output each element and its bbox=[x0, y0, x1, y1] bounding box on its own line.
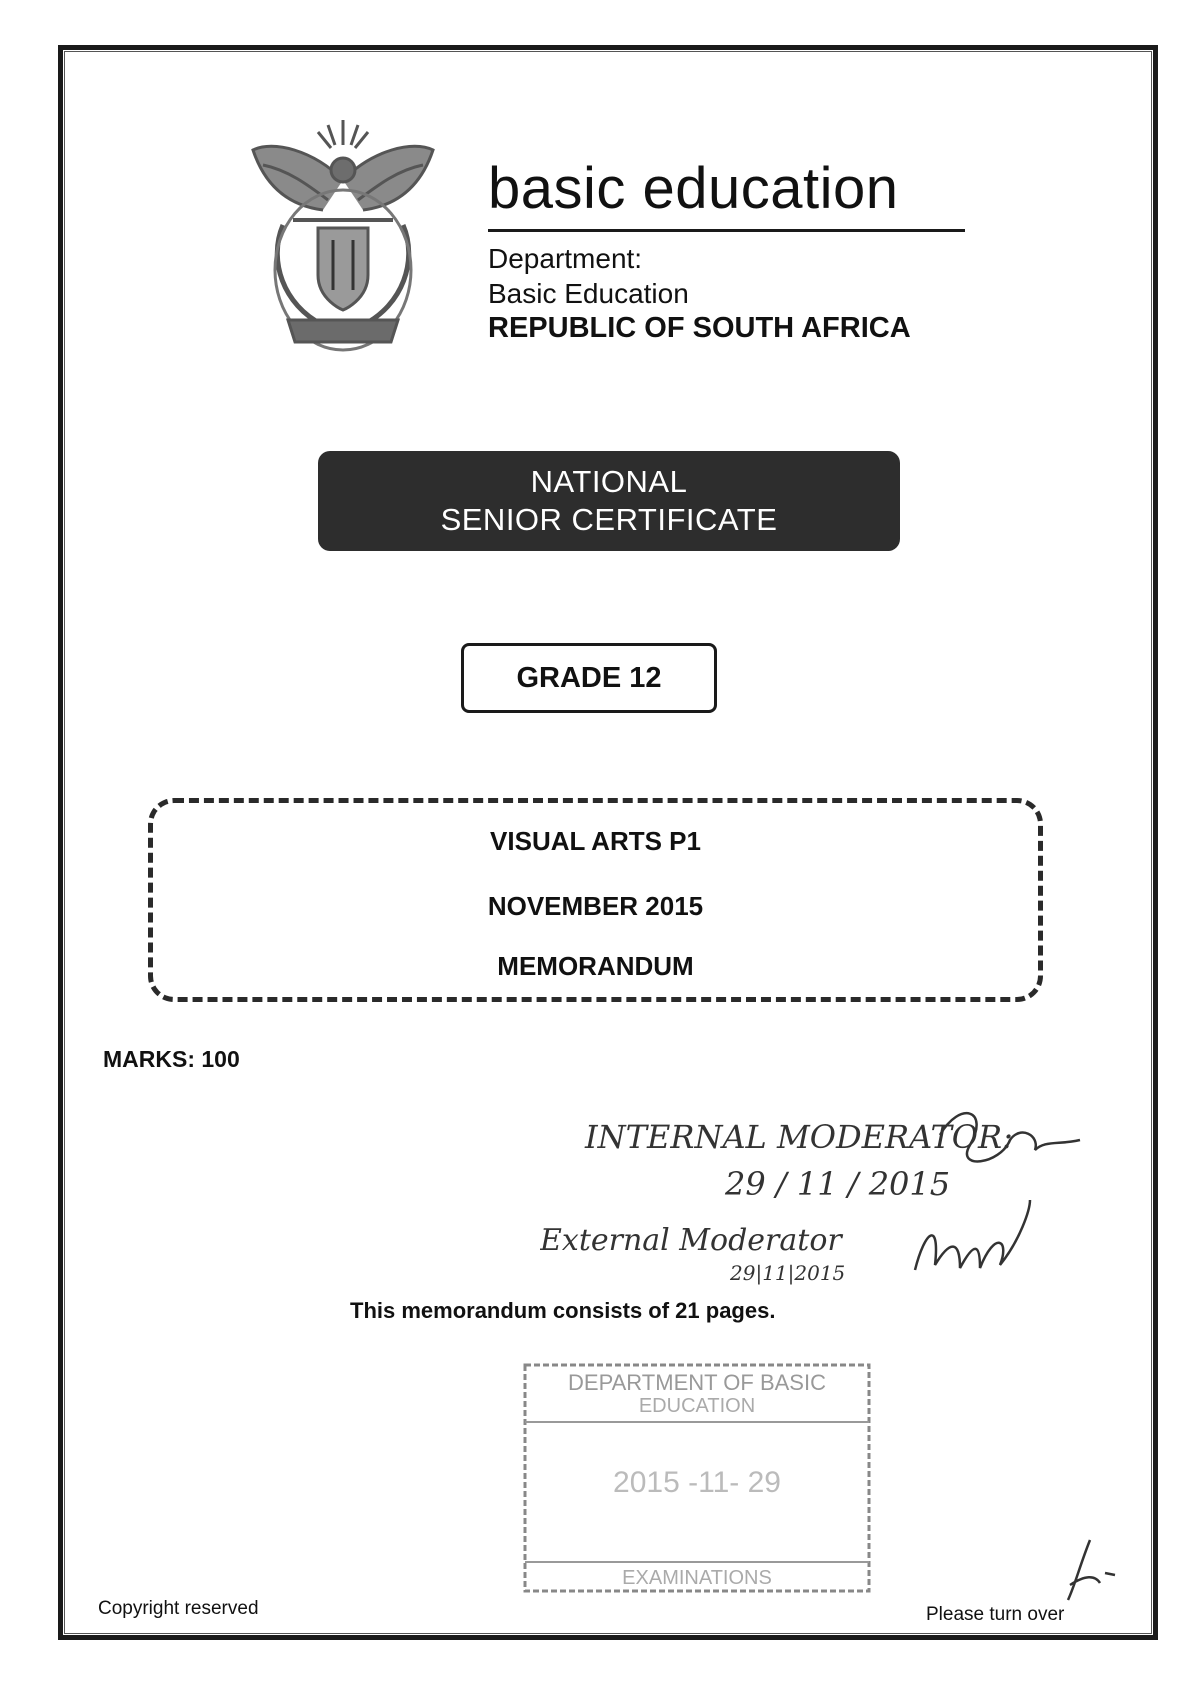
country-name: REPUBLIC OF SOUTH AFRICA bbox=[488, 312, 911, 344]
document-type: MEMORANDUM bbox=[497, 951, 694, 981]
external-moderator-date: 29|11|2015 bbox=[730, 1261, 846, 1285]
marks-total: MARKS: 100 bbox=[103, 1046, 240, 1072]
copyright-notice: Copyright reserved bbox=[98, 1598, 259, 1619]
subject-name: VISUAL ARTS P1 bbox=[490, 826, 701, 856]
stamp-line-2: EDUCATION bbox=[638, 1395, 756, 1417]
exam-session: NOVEMBER 2015 bbox=[487, 891, 704, 921]
grade-box: GRADE 12 bbox=[461, 643, 717, 713]
page-count-note: This memorandum consists of 21 pages. bbox=[350, 1298, 776, 1323]
certificate-banner bbox=[318, 451, 900, 551]
coat-of-arms-icon bbox=[243, 110, 443, 360]
brand-underline bbox=[488, 229, 965, 232]
stamp-date: 2015 -11- 29 bbox=[613, 1466, 781, 1499]
initials-mark bbox=[1060, 1535, 1120, 1605]
stamp-footer: EXAMINATIONS bbox=[622, 1567, 772, 1589]
certificate-line-2: SENIOR CERTIFICATE bbox=[440, 502, 778, 537]
internal-moderator-label: INTERNAL MODERATOR: bbox=[585, 1118, 1013, 1156]
certificate-line-1: NATIONAL bbox=[530, 464, 688, 499]
turn-over-note: Please turn over bbox=[926, 1604, 1065, 1625]
department-label: Department: bbox=[488, 243, 643, 274]
external-moderator-label: External Moderator bbox=[540, 1223, 842, 1258]
department-name: Basic Education bbox=[488, 278, 689, 309]
stamp-line-1: DEPARTMENT OF BASIC bbox=[568, 1370, 826, 1395]
brand-title: basic education bbox=[488, 156, 899, 221]
external-signature bbox=[915, 1200, 1030, 1270]
internal-moderator-date: 29 / 11 / 2015 bbox=[725, 1165, 951, 1203]
department-stamp bbox=[522, 1362, 872, 1594]
moderator-annotations bbox=[540, 1090, 1100, 1290]
